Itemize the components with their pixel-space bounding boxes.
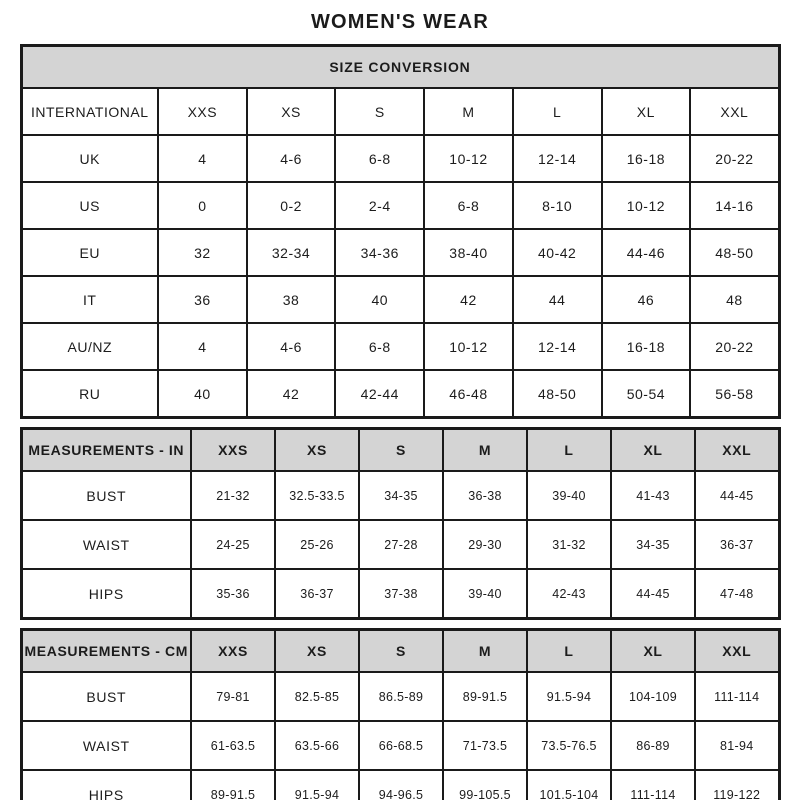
- cell: 66-68.5: [359, 721, 443, 770]
- measurements-in-header-row: [21, 429, 779, 472]
- cell: 48-50: [513, 370, 602, 418]
- cell: 44: [513, 276, 602, 323]
- cell: 39-40: [527, 471, 611, 520]
- measurements-in-table: [20, 427, 781, 620]
- row-label-waist: WAIST: [21, 721, 191, 770]
- row-label-bust: BUST: [21, 471, 191, 520]
- cell: 42: [247, 370, 336, 418]
- size-header-l: L: [527, 429, 611, 472]
- cell: 119-122: [695, 770, 779, 800]
- cell: 16-18: [602, 135, 691, 182]
- cell: 48-50: [690, 229, 779, 276]
- row-label-bust: BUST: [21, 672, 191, 721]
- size-header-s: S: [359, 429, 443, 472]
- cell: 79-81: [191, 672, 275, 721]
- size-header-xl: XL: [611, 429, 695, 472]
- row-label-hips: HIPS: [21, 569, 191, 619]
- table-row-aunz: [21, 323, 779, 370]
- row-label-us: US: [21, 182, 158, 229]
- cell: 44-46: [602, 229, 691, 276]
- table-row-waist-in: [21, 520, 779, 569]
- cell: 4-6: [247, 323, 336, 370]
- row-label-eu: EU: [21, 229, 158, 276]
- cell: 10-12: [602, 182, 691, 229]
- cell: 46: [602, 276, 691, 323]
- cell: 40: [158, 370, 247, 418]
- cell: 6-8: [335, 323, 424, 370]
- column-header-s: S: [335, 88, 424, 135]
- cell: 16-18: [602, 323, 691, 370]
- size-header-xl: XL: [611, 630, 695, 673]
- measurements-cm-table: [20, 628, 781, 800]
- cell: 36-37: [695, 520, 779, 569]
- row-label-ru: RU: [21, 370, 158, 418]
- cell: 42-43: [527, 569, 611, 619]
- table-row-bust-in: [21, 471, 779, 520]
- cell: 12-14: [513, 135, 602, 182]
- cell: 24-25: [191, 520, 275, 569]
- column-header-xxs: XXS: [158, 88, 247, 135]
- cell: 2-4: [335, 182, 424, 229]
- cell: 20-22: [690, 323, 779, 370]
- cell: 91.5-94: [275, 770, 359, 800]
- cell: 50-54: [602, 370, 691, 418]
- table-row-hips-in: [21, 569, 779, 619]
- section-header-measurements-in: MEASUREMENTS - IN: [21, 429, 191, 472]
- cell: 20-22: [690, 135, 779, 182]
- cell: 27-28: [359, 520, 443, 569]
- size-header-m: M: [443, 429, 527, 472]
- cell: 32-34: [247, 229, 336, 276]
- cell: 42-44: [335, 370, 424, 418]
- size-conversion-table: [20, 44, 781, 419]
- cell: 94-96.5: [359, 770, 443, 800]
- row-label-uk: UK: [21, 135, 158, 182]
- cell: 86.5-89: [359, 672, 443, 721]
- cell: 104-109: [611, 672, 695, 721]
- section-band-row: [21, 46, 779, 89]
- cell: 44-45: [695, 471, 779, 520]
- cell: 34-35: [611, 520, 695, 569]
- cell: 34-36: [335, 229, 424, 276]
- cell: 82.5-85: [275, 672, 359, 721]
- cell: 36-37: [275, 569, 359, 619]
- table-row-bust-cm: [21, 672, 779, 721]
- cell: 111-114: [611, 770, 695, 800]
- size-header-m: M: [443, 630, 527, 673]
- cell: 111-114: [695, 672, 779, 721]
- cell: 91.5-94: [527, 672, 611, 721]
- cell: 6-8: [335, 135, 424, 182]
- cell: 46-48: [424, 370, 513, 418]
- cell: 44-45: [611, 569, 695, 619]
- column-header-xxl: XXL: [690, 88, 779, 135]
- cell: 40-42: [513, 229, 602, 276]
- cell: 73.5-76.5: [527, 721, 611, 770]
- cell: 38-40: [424, 229, 513, 276]
- cell: 12-14: [513, 323, 602, 370]
- measurements-cm-header-row: [21, 630, 779, 673]
- cell: 36: [158, 276, 247, 323]
- cell: 32: [158, 229, 247, 276]
- cell: 0: [158, 182, 247, 229]
- size-header-xxs: XXS: [191, 630, 275, 673]
- size-header-xs: XS: [275, 630, 359, 673]
- cell: 10-12: [424, 323, 513, 370]
- cell: 42: [424, 276, 513, 323]
- size-header-l: L: [527, 630, 611, 673]
- table-row-uk: [21, 135, 779, 182]
- column-header-international: INTERNATIONAL: [21, 88, 158, 135]
- cell: 56-58: [690, 370, 779, 418]
- section-header-measurements-cm: MEASUREMENTS - CM: [21, 630, 191, 673]
- cell: 21-32: [191, 471, 275, 520]
- row-label-waist: WAIST: [21, 520, 191, 569]
- cell: 0-2: [247, 182, 336, 229]
- cell: 99-105.5: [443, 770, 527, 800]
- size-header-xs: XS: [275, 429, 359, 472]
- column-header-xl: XL: [602, 88, 691, 135]
- cell: 35-36: [191, 569, 275, 619]
- row-label-it: IT: [21, 276, 158, 323]
- cell: 63.5-66: [275, 721, 359, 770]
- cell: 89-91.5: [443, 672, 527, 721]
- page-title: WOMEN'S WEAR: [310, 11, 490, 33]
- cell: 48: [690, 276, 779, 323]
- row-label-aunz: AU/NZ: [21, 323, 158, 370]
- cell: 34-35: [359, 471, 443, 520]
- column-header-m: M: [424, 88, 513, 135]
- cell: 41-43: [611, 471, 695, 520]
- size-header-xxl: XXL: [695, 630, 779, 673]
- cell: 31-32: [527, 520, 611, 569]
- cell: 71-73.5: [443, 721, 527, 770]
- cell: 25-26: [275, 520, 359, 569]
- cell: 32.5-33.5: [275, 471, 359, 520]
- section-header-size-conversion: SIZE CONVERSION: [21, 46, 779, 89]
- table-row-ru: [21, 370, 779, 418]
- cell: 86-89: [611, 721, 695, 770]
- cell: 61-63.5: [191, 721, 275, 770]
- column-header-l: L: [513, 88, 602, 135]
- table-row-eu: [21, 229, 779, 276]
- table-row-it: [21, 276, 779, 323]
- size-header-s: S: [359, 630, 443, 673]
- cell: 101.5-104: [527, 770, 611, 800]
- cell: 14-16: [690, 182, 779, 229]
- cell: 8-10: [513, 182, 602, 229]
- cell: 47-48: [695, 569, 779, 619]
- cell: 81-94: [695, 721, 779, 770]
- cell: 40: [335, 276, 424, 323]
- cell: 6-8: [424, 182, 513, 229]
- cell: 10-12: [424, 135, 513, 182]
- cell: 29-30: [443, 520, 527, 569]
- table-row-us: [21, 182, 779, 229]
- size-header-xxl: XXL: [695, 429, 779, 472]
- table-row-waist-cm: [21, 721, 779, 770]
- table-row-hips-cm: [21, 770, 779, 800]
- cell: 36-38: [443, 471, 527, 520]
- cell: 4: [158, 323, 247, 370]
- cell: 4-6: [247, 135, 336, 182]
- row-label-hips: HIPS: [21, 770, 191, 800]
- cell: 89-91.5: [191, 770, 275, 800]
- cell: 39-40: [443, 569, 527, 619]
- column-header-row: [21, 88, 779, 135]
- cell: 4: [158, 135, 247, 182]
- cell: 37-38: [359, 569, 443, 619]
- column-header-xs: XS: [247, 88, 336, 135]
- cell: 38: [247, 276, 336, 323]
- size-header-xxs: XXS: [191, 429, 275, 472]
